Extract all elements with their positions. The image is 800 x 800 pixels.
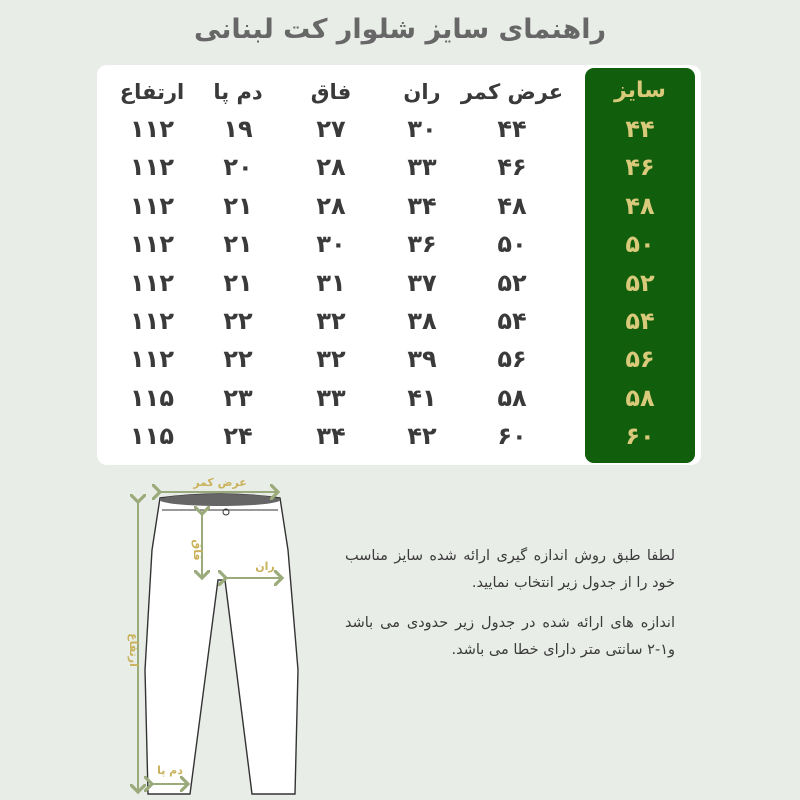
- table-cell: ۱۱۵: [130, 383, 174, 412]
- table-cell: ۶۰: [497, 422, 527, 451]
- table-cell: ۳۶: [407, 230, 437, 259]
- table-cell: ۱۱۲: [130, 191, 174, 220]
- table-cell: ۳۰: [316, 230, 346, 259]
- table-cell: ۳۴: [407, 191, 437, 220]
- table-cell: ۳۴: [316, 422, 346, 451]
- table-cell: ۳۲: [316, 307, 346, 335]
- trousers-diagram: [120, 470, 320, 800]
- waist-label: عرض کمر: [193, 476, 247, 489]
- size-value: ۵۸: [625, 384, 655, 412]
- page-title: راهنمای سایز شلوار کت لبنانی: [193, 14, 607, 45]
- table-cell: ۱۱۵: [130, 422, 174, 451]
- table-cell: ۵۸: [497, 383, 527, 412]
- header-waist: عرض کمر: [460, 80, 564, 104]
- table-cell: ۳۳: [316, 383, 346, 412]
- table-cell: ۱۱۲: [130, 307, 174, 335]
- table-cell: ۲۸: [316, 191, 346, 220]
- rise-label: فاق: [191, 539, 204, 561]
- size-value: ۵۲: [625, 269, 655, 297]
- header-thigh: ران: [403, 80, 441, 104]
- table-cell: ۲۳: [223, 383, 253, 412]
- table-cell: ۲۱: [223, 230, 253, 259]
- table-cell: ۳۷: [407, 268, 437, 297]
- note-measurement: لطفا طبق روش اندازه گیری ارائه شده سایز مناسب خود را از جدول زیر انتخاب نمایید.: [345, 548, 675, 591]
- hem-label: دم پا: [157, 764, 183, 777]
- table-cell: ۱۱۲: [130, 230, 174, 259]
- table-cell: ۱۱۲: [130, 153, 174, 182]
- header-length: ارتفاع: [119, 80, 185, 104]
- size-value: ۴۴: [625, 115, 655, 143]
- table-cell: ۲۰: [223, 153, 253, 182]
- note-tolerance: اندازه های ارائه شده در جدول زیر حدودی می باشد و۱-۲ سانتی متر دارای خطا می باشد.: [345, 615, 675, 658]
- table-cell: ۲۸: [316, 153, 346, 182]
- table-cell: ۳۹: [407, 345, 437, 374]
- table-cell: ۵۲: [497, 268, 527, 297]
- table-cell: ۳۸: [407, 307, 437, 335]
- table-cell: ۵۴: [497, 307, 527, 335]
- table-cell: ۱۱۲: [130, 115, 174, 143]
- table-cell: ۲۷: [316, 115, 346, 143]
- table-cell: ۴۴: [497, 115, 527, 143]
- size-header: سایز: [614, 78, 666, 103]
- header-rise: فاق: [310, 80, 352, 104]
- table-cell: ۴۶: [497, 153, 527, 182]
- table-cell: ۲۲: [223, 345, 253, 374]
- table-cell: ۲۲: [223, 307, 253, 335]
- table-cell: ۵۰: [497, 230, 527, 259]
- size-value: ۶۰: [625, 422, 655, 450]
- table-cell: ۴۸: [497, 191, 527, 220]
- table-cell: ۵۶: [497, 345, 527, 374]
- table-cell: ۴۲: [407, 422, 437, 451]
- table-cell: ۲۱: [223, 268, 253, 297]
- thigh-label: ران: [255, 560, 275, 573]
- size-value: ۵۰: [625, 230, 655, 258]
- table-cell: ۲۴: [223, 422, 253, 451]
- table-cell: ۲۱: [223, 191, 253, 220]
- table-cell: ۱۱۲: [130, 345, 174, 374]
- table-cell: ۱۹: [223, 115, 253, 143]
- table-cell: ۳۳: [407, 153, 437, 182]
- header-hem: دم پا: [213, 80, 263, 104]
- table-cell: ۳۱: [316, 268, 346, 297]
- size-column: [585, 68, 695, 463]
- table-cell: ۴۱: [407, 383, 437, 412]
- table-cell: ۳۰: [407, 115, 437, 143]
- table-cell: ۳۲: [316, 345, 346, 374]
- size-value: ۵۶: [625, 345, 655, 373]
- table-cell: ۱۱۲: [130, 268, 174, 297]
- size-value: ۵۴: [625, 307, 655, 335]
- length-label: ارتفاع: [127, 633, 140, 667]
- size-value: ۴۸: [625, 192, 655, 220]
- size-value: ۴۶: [625, 153, 655, 181]
